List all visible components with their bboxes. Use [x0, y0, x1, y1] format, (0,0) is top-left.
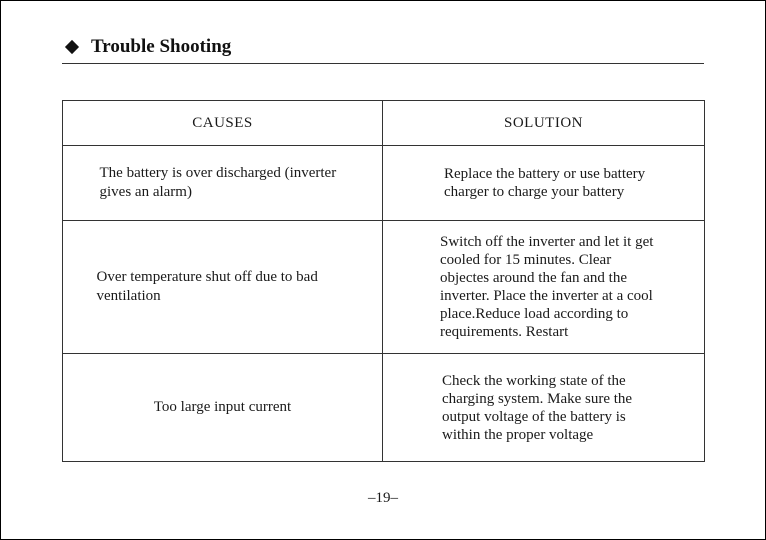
solution-cell — [383, 221, 705, 354]
table-row — [63, 354, 705, 462]
causes-column-header: CAUSES — [63, 101, 383, 146]
cause-text: Too large input current — [153, 399, 292, 415]
solution-text: Check the working state of the charging system. Make sure the output voltage of the battery is within the proper voltage — [442, 372, 633, 443]
page-number: –19– — [368, 490, 398, 506]
diamond-bullet-icon — [65, 40, 79, 54]
trouble-shooting-table — [62, 100, 705, 462]
cause-text: Over temperature shut off due to bad ventilation — [96, 269, 318, 304]
table-row — [63, 146, 705, 221]
solution-cell — [383, 146, 705, 221]
table-header-row — [63, 101, 705, 146]
cause-cell — [63, 146, 383, 221]
solution-text: Replace the battery or use battery charger to charge your battery — [444, 166, 646, 200]
solution-text: Switch off the inverter and let it get cooled for 15 minutes. Clear objectes around the fan and the inverter. Place the inverter at a cool place.Reduce load according to requirements. Restart — [440, 234, 654, 340]
cause-cell — [63, 221, 383, 354]
solution-column-header: SOLUTION — [383, 101, 705, 146]
solution-cell — [383, 354, 705, 462]
header-divider — [62, 63, 704, 64]
cause-cell — [63, 354, 383, 462]
section-header — [64, 36, 231, 58]
cause-text: The battery is over discharged (inverter gives an alarm) — [99, 165, 337, 200]
table-row — [63, 221, 705, 354]
section-title: Trouble Shooting — [91, 36, 232, 57]
